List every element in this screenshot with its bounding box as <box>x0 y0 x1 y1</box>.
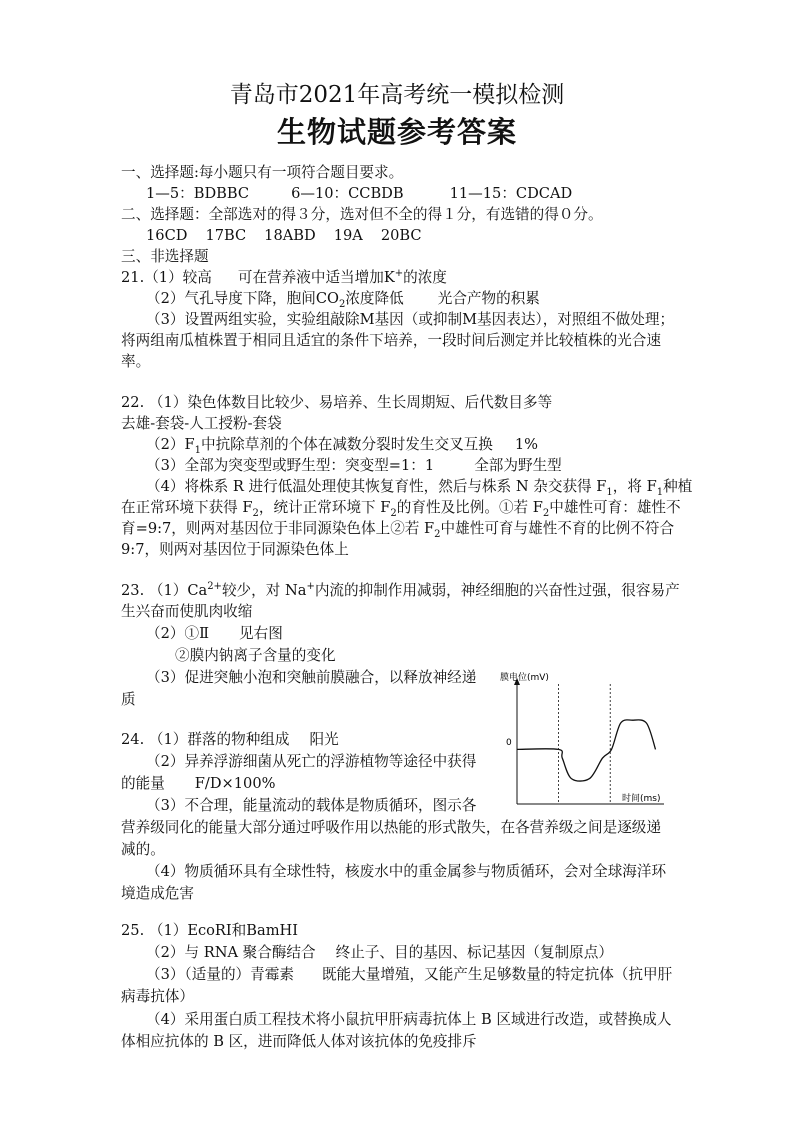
q22-part1: 22. （1）染色体数目比较少、易培养、生长周期短、后代数目多等 <box>121 394 553 411</box>
q24-part3: （3）不合理，能量流动的载体是物质循环，图示各 <box>146 797 477 814</box>
answer-17: 17BC <box>205 227 247 244</box>
section2-answers <box>146 226 422 246</box>
answer-19: 19A <box>333 227 363 244</box>
q21-part2: （2）气孔导度下降，胞间$CO_2$浓度降低 光合产物的积累 <box>146 290 540 310</box>
q22-part4-line3: 育=9:7，则两对基因位于非同源染色体上②若 $F_2$中雄性可育与雄性不育的比例不符合 <box>121 520 675 540</box>
q25-part4-line2: 体相应抗体的 B 区，进而降低人体对该抗体的免疫排斥 <box>121 1033 477 1050</box>
q23-part2: （2）①Ⅱ 见右图 <box>146 625 283 642</box>
q22-part2: $(2)F_1$中抗除草剂的个体在减数分裂时发生交叉互换 1% <box>146 436 539 456</box>
q21-part3-line3: 率。 <box>121 353 151 370</box>
section3-heading: 三、非选择题 <box>121 248 209 265</box>
q21-part1: 21.（1）较高 可在营养液中适当增加K+的浓度 <box>121 268 447 286</box>
q24-part2-line2: 的能量 F/D×100% <box>121 775 276 792</box>
answers-11-15: 11—15：CDCAD <box>449 185 573 202</box>
q21-part3: （3）设置两组实验，实验组敲除M基因（或抑制M基因表达），对照组不做处理； <box>146 311 675 328</box>
x-axis-label: 时间(ms) <box>622 794 661 804</box>
q23-part1-line2: 生兴奋而使肌肉收缩 <box>121 603 253 620</box>
section1-heading: 一、选择题:每小题只有一项符合题目要求。 <box>121 164 404 181</box>
q25-part4: （4）采用蛋白质工程技术将小鼠抗甲肝病毒抗体上 B 区域进行改造，或替换成人 <box>146 1011 672 1028</box>
q24-part1: 24. （1）群落的物种组成 阳光 <box>121 731 339 748</box>
q23-part1: 23. $(1)Ca^{2+}$较少，对 Na+内流的抑制作用减弱，神经细胞的兴奋性过强，很容易产 <box>121 581 680 599</box>
q21-part3-line2: 将两组南瓜植株置于相同且适宜的条件下培养，一段时间后测定并比较植株的光合速 <box>121 332 661 349</box>
potential-curve <box>517 720 656 781</box>
q24-part4: （4）物质循环具有全球性特，核废水中的重金属参与物质循环，会对全球海洋环 <box>146 863 667 880</box>
answer-20: 20BC <box>380 227 422 244</box>
exam-title: 青岛市2021年高考统一模拟检测 <box>229 82 565 108</box>
q22-part4-line4: 9:7，则两对基因位于同源染色体上 <box>121 541 349 558</box>
q22-part4: （4）将株系 R 进行低温处理使其恢复育性，然后与株系 N 杂交获得 $F_1$，将 $F_1$种植 <box>146 478 693 498</box>
q22-part1-line2: 去雄-套袋-人工授粉-套袋 <box>121 415 282 432</box>
q25-part2: （2）与 RNA 聚合酶结合 终止子、目的基因、标记基因（复制原点） <box>146 944 613 961</box>
q23-part3: （3）促进突触小泡和突触前膜融合，以释放神经递 <box>146 669 477 686</box>
q22-part3: （3）全部为突变型或野生型：突变型=1：1 全部为野生型 <box>146 457 562 474</box>
q24-part3-line3: 减的。 <box>121 841 165 858</box>
answer-title: 生物试题参考答案 <box>276 115 517 149</box>
q25-part3: （3）（适量的）青霉素 既能大量增殖，又能产生足够数量的特定抗体（抗甲肝 <box>146 966 673 983</box>
q22-part4-line2: 在正常环境下获得 $F_2$，统计正常环境下 $F_2$的育性及比例。①若 $F_2$中雄性可育：雄性不 <box>121 499 681 519</box>
q24-part4-line2: 境造成危害 <box>121 885 194 902</box>
y-tick-zero: 0 <box>506 738 512 748</box>
membrane-potential-chart <box>492 668 672 808</box>
section2-heading: 二、选择题：全部选对的得３分，选对但不全的得１分，有选错的得０分。 <box>121 206 603 223</box>
answers-1-5: 1—5：BDBBC <box>146 185 250 202</box>
q24-part2: （2）异养浮游细菌从死亡的浮游植物等途径中获得 <box>146 753 477 770</box>
q25-part1: 25. （1）EcoRⅠ和BamHⅠ <box>121 922 299 939</box>
section1-answers <box>146 184 572 204</box>
answer-16: 16CD <box>146 227 188 244</box>
q23-part3-line2: 质 <box>121 691 136 708</box>
q24-part3-line2: 营养级同化的能量大部分通过呼吸作用以热能的形式散失，在各营养级之间是逐级递 <box>121 819 661 836</box>
q25-part3-line2: 病毒抗体） <box>121 988 194 1005</box>
q23-part2-line2: ②膜内钠离子含量的变化 <box>175 647 336 664</box>
answers-6-10: 6—10：CCBDB <box>291 185 404 202</box>
y-axis-label: 膜电位(mV) <box>500 673 549 683</box>
answer-18: 18ABD <box>264 227 316 244</box>
